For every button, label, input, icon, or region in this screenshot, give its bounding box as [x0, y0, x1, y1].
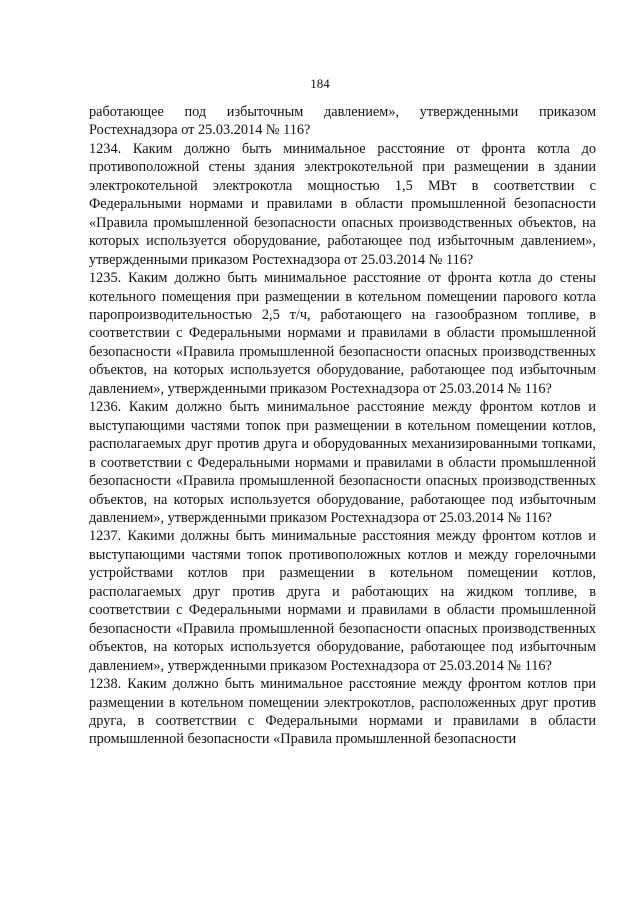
document-body [89, 103, 596, 749]
question-1236: 1236. Каким должно быть минимальное расстояние между фронтом котлов и выступающими частями топок при размещении в котельном помещении котлов, располагаемых друг против друга и оборудованных механизированными топками, в соответствии с Федеральными нормами и правилами в области промышленной безопасности «Правила промышленной безопасности опасных производственных объектов, на которых используется оборудование, работающее под избыточным давлением», утвержденными приказом Ростехнадзора от 25.03.2014 № 116? [89, 399, 596, 526]
page-number: 184 [310, 76, 330, 91]
question-1237: 1237. Какими должны быть минимальные расстояния между фронтом котлов и выступающими частями топок противоположных котлов и между горелочными устройствами котлов при размещении в котельном помещении котлов, располагаемых друг против друга и работающих на жидком топливе, в соответствии с Федеральными нормами и правилами в области промышленной безопасности «Правила промышленной безопасности опасных производственных объектов, на которых используется оборудование, работающее под избыточным давлением», утвержденными приказом Ростехнадзора от 25.03.2014 № 116? [89, 528, 596, 674]
question-1235: 1235. Каким должно быть минимальное расстояние от фронта котла до стены котельного помещения при размещении в котельном помещении парового котла паропроизводительностью 2,5 т/ч, работающего на газообразном топливе, в соответствии с Федеральными нормами и правилами в области промышленной безопасности «Правила промышленной безопасности опасных производственных объектов, на которых используется оборудование, работающее под избыточным давлением», утвержденными приказом Ростехнадзора от 25.03.2014 № 116? [89, 270, 596, 397]
question-1238: 1238. Каким должно быть минимальное расстояние между фронтом котлов при размещении в котельном помещении электрокотлов, расположенных друг против друга, в соответствии с Федеральными нормами и правилами в области промышленной безопасности «Правила промышленной безопасности [89, 676, 596, 748]
question-1234: 1234. Каким должно быть минимальное расстояние от фронта котла до противоположной стены здания электрокотельной при размещении в здании электрокотельной электрокотла мощностью 1,5 МВт в соответствии с Федеральными нормами и правилами в области промышленной безопасности «Правила промышленной безопасности опасных производственных объектов, на которых используется оборудование, работающее под избыточным давлением», утвержденными приказом Ростехнадзора от 25.03.2014 № 116? [89, 140, 596, 268]
paragraph-continuation: работающее под избыточным давлением», утвержденными приказом Ростехнадзора от 25.03.2014 № 116? [89, 104, 596, 139]
